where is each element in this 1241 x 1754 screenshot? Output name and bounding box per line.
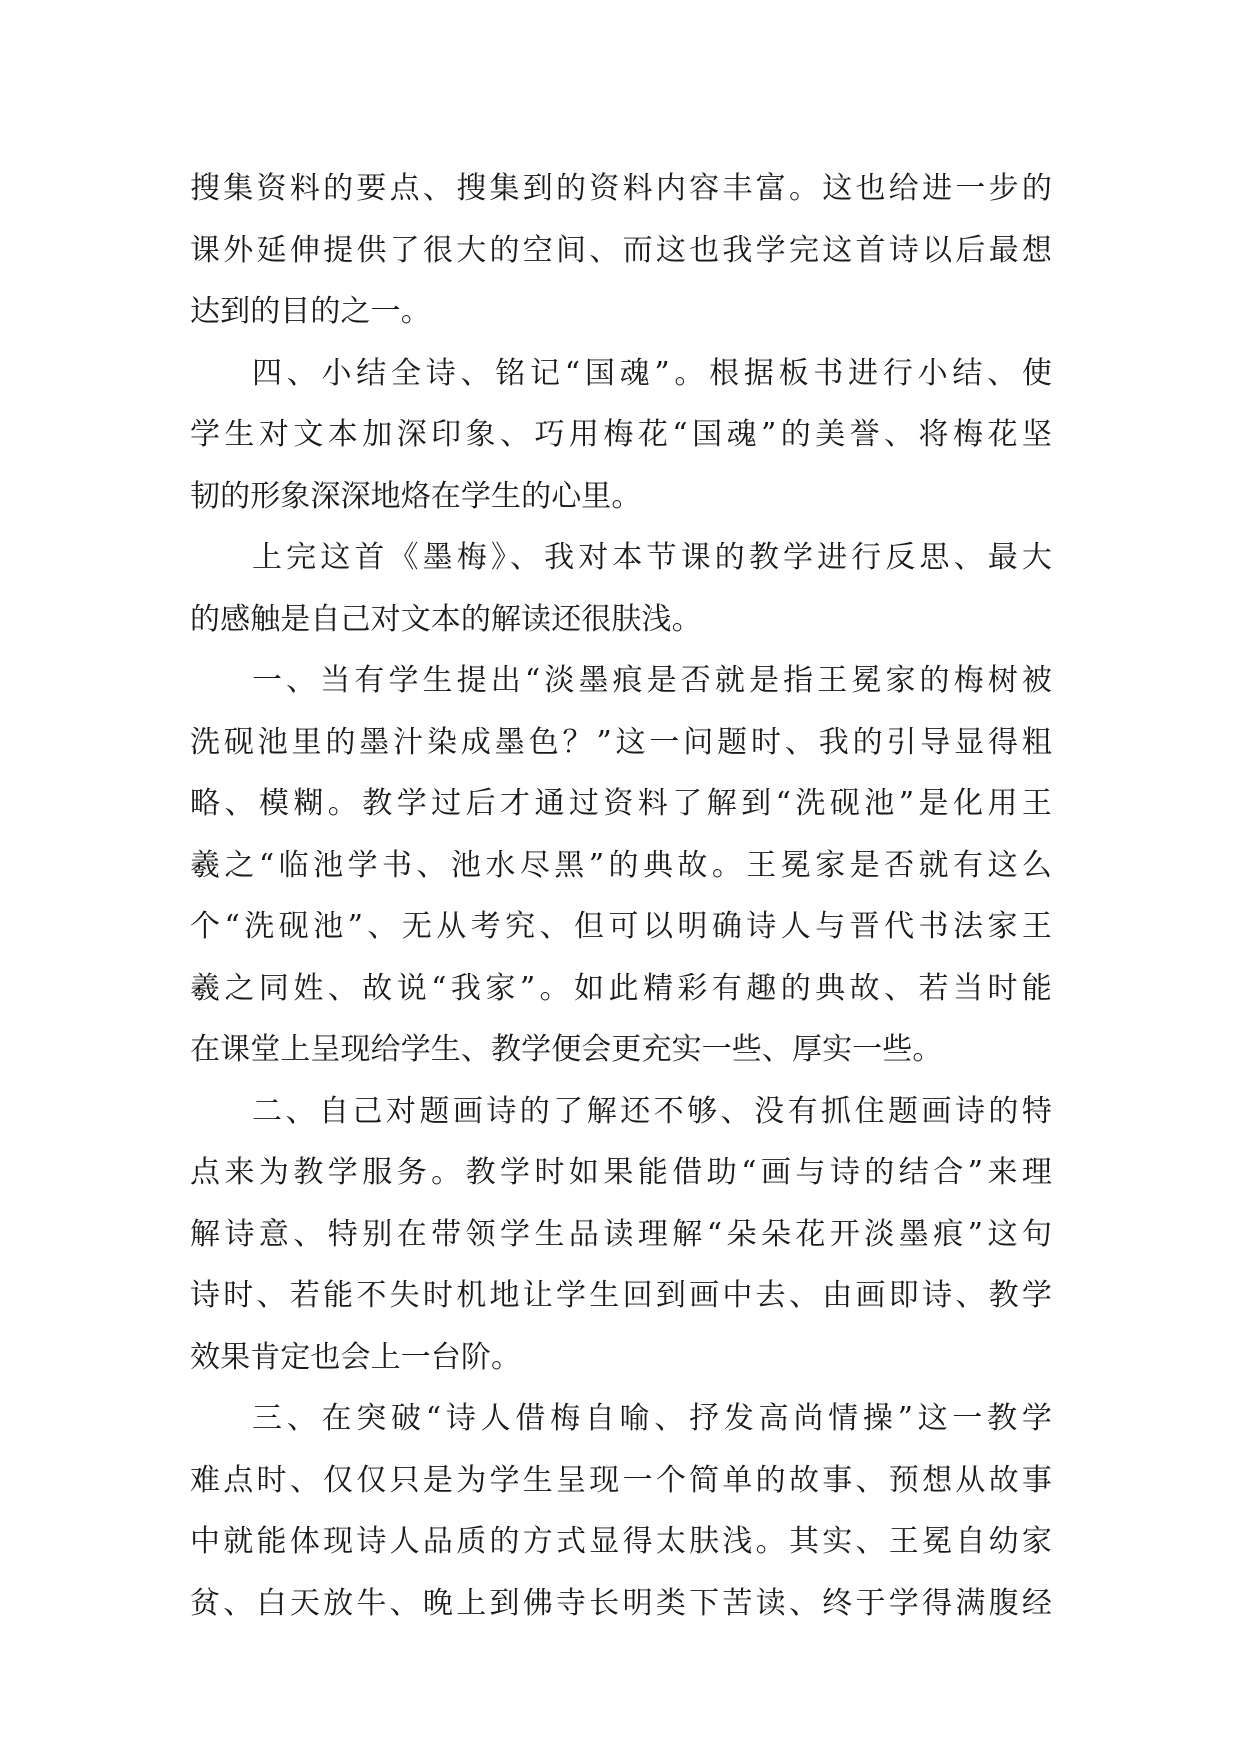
- text-line: 韧的形象深深地烙在学生的心里。: [190, 478, 642, 514]
- text-line: 二、自己对题画诗的了解还不够、没有抓住题画诗的特: [252, 1093, 1052, 1129]
- text-line: 效果肯定也会上一台阶。: [190, 1339, 522, 1375]
- text-line: 课外延伸提供了很大的空间、而这也我学完这首诗以后最想: [190, 232, 1052, 268]
- text-line: 个“洗砚池”、无从考究、但可以明确诗人与晋代书法家王: [190, 909, 1052, 944]
- text-line: 贫、白天放牛、晚上到佛寺长明类下苦读、终于学得满腹经: [190, 1585, 1052, 1621]
- text-line: 略、模糊。教学过后才通过资料了解到“洗砚池”是化用王: [190, 786, 1052, 821]
- text-line: 点来为教学服务。教学时如果能借助“画与诗的结合”来理: [190, 1155, 1052, 1190]
- text-line: 羲之“临池学书、池水尽黑”的典故。王冕家是否就有这么: [190, 847, 1052, 883]
- text-line: 洗砚池里的墨汁染成墨色？”这一问题时、我的引导显得粗: [190, 724, 1052, 760]
- text-line: 羲之同姓、故说“我家”。如此精彩有趣的典故、若当时能: [190, 970, 1052, 1006]
- text-line: 的感触是自己对文本的解读还很肤浅。: [190, 601, 702, 637]
- text-line: 三、在突破“诗人借梅自喻、抒发高尚情操”这一教学: [252, 1401, 1052, 1436]
- text-line: 四、小结全诗、铭记“国魂”。根据板书进行小结、使: [252, 355, 1052, 391]
- body-text: [190, 158, 1052, 1634]
- text-line: 上完这首《墨梅》、我对本节课的教学进行反思、最大: [252, 540, 1052, 575]
- text-line: 难点时、仅仅只是为学生呈现一个简单的故事、预想从故事: [190, 1462, 1052, 1498]
- text-line: 搜集资料的要点、搜集到的资料内容丰富。这也给进一步的: [190, 171, 1052, 206]
- text-line: 中就能体现诗人品质的方式显得太肤浅。其实、王冕自幼家: [190, 1524, 1052, 1559]
- text-line: 达到的目的之一。: [190, 294, 431, 329]
- text-line: 学生对文本加深印象、巧用梅花“国魂”的美誉、将梅花坚: [190, 417, 1052, 452]
- text-line: 解诗意、特别在带领学生品读理解“朵朵花开淡墨痕”这句: [190, 1216, 1052, 1252]
- text-line: 在课堂上呈现给学生、教学便会更充实一些、厚实一些。: [190, 1032, 943, 1067]
- text-line: 一、当有学生提出“淡墨痕是否就是指王冕家的梅树被: [252, 663, 1052, 698]
- text-line: 诗时、若能不失时机地让学生回到画中去、由画即诗、教学: [190, 1278, 1052, 1313]
